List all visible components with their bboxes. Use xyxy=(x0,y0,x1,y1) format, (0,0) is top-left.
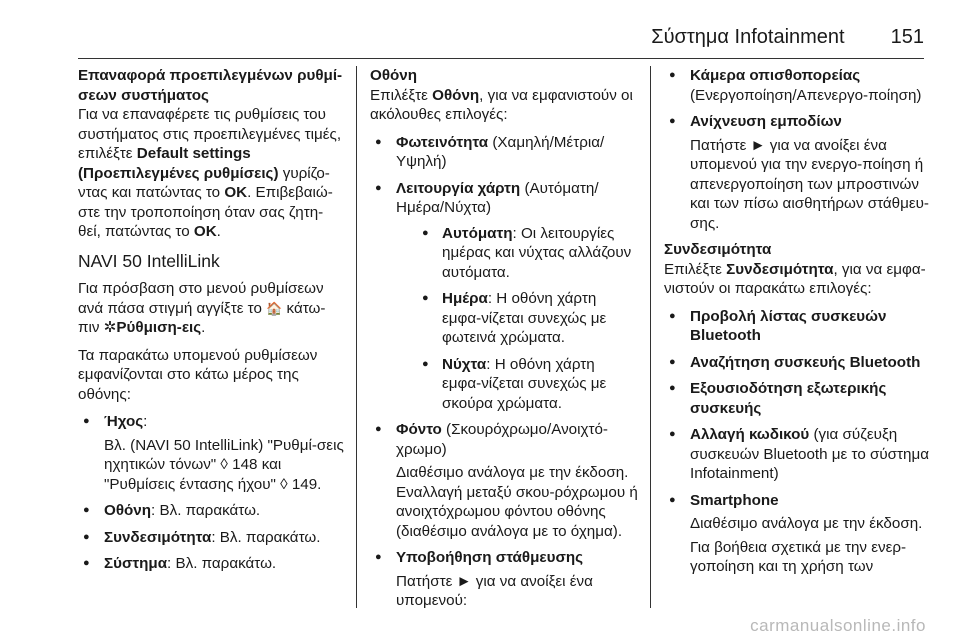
term: Νύχτα xyxy=(442,355,487,373)
desc: Διαθέσιμο ανάλογα με την έκδοση. Εναλλαγή μεταξύ σκου-ρόχρωμου ή ανοιχτόχρωμου φόντου οθόνης (διαθέσιμο ανάλογα με το όχημα). xyxy=(396,464,638,540)
text: : Η οθόνη χάρτη εμφα-νίζεται συνεχώς με σκούρα χρώματα. xyxy=(442,355,607,412)
column-1 xyxy=(78,66,346,581)
list-item xyxy=(370,133,638,172)
header-title: Σύστημα Infotainment xyxy=(651,26,845,48)
column-2 xyxy=(370,66,638,618)
intro-paragraph: Τα παρακάτω υπομενού ρυθμίσεων εμφανίζονται στο κάτω μέρος της οθόνης: xyxy=(78,346,318,403)
page-number: 151 xyxy=(890,26,924,48)
watermark: carmanualsonline.info xyxy=(750,616,926,635)
term: Φωτεινότητα xyxy=(396,133,489,151)
list-item xyxy=(664,425,932,484)
text: . xyxy=(201,319,206,336)
list-item xyxy=(370,548,638,611)
term: Λειτουργία χάρτη xyxy=(396,179,521,197)
list-item xyxy=(78,412,346,494)
term: Φόντο xyxy=(396,421,442,438)
list-item xyxy=(370,420,638,541)
text-bold: OK xyxy=(193,223,217,240)
text-bold: Ρύθμιση-εις xyxy=(116,319,202,336)
display-paragraph xyxy=(370,66,638,125)
text: , για να εμφα-νιστούν οι παρακάτω επιλογές: xyxy=(664,260,926,297)
list-item xyxy=(420,289,638,348)
term: Σύστημα xyxy=(104,555,168,572)
text-bold: Οθόνη xyxy=(432,86,480,104)
desc: Βλ. (NAVI 50 IntelliLink) "Ρυθμί-σεις ηχητικών τόνων" ◊ 148 και "Ρυθμίσεις έντασης ήχου" ◊ 149. xyxy=(104,436,344,493)
text: (Χαμηλή/Μέτρια/Υψηλή) xyxy=(396,133,605,170)
term: Ανίχνευση εμποδίων xyxy=(690,113,842,130)
term: Αυτόματη xyxy=(442,224,513,242)
text-bold: Συνδεσιμότητα xyxy=(726,260,834,278)
settings-icon: ✲ xyxy=(103,319,117,336)
list-item xyxy=(664,353,932,373)
term: Εξουσιοδότηση εξωτερικής συσκευής xyxy=(690,380,887,417)
text: (Ενεργοποίηση/Απενεργο-ποίηση) xyxy=(690,86,922,104)
map-mode-sublist xyxy=(420,224,638,414)
reset-paragraph xyxy=(78,66,346,242)
text: (Σκουρόχρωμο/Ανοιχτό-χρωμο) xyxy=(396,421,608,458)
list-item xyxy=(664,66,932,105)
column-3 xyxy=(664,66,932,584)
text: . Επιβεβαιώ-στε την τροποποίηση όταν σας ζητη-θεί, πατώντας το xyxy=(78,184,333,240)
term: Κάμερα οπισθοπορείας xyxy=(690,67,861,84)
list-item xyxy=(420,224,638,283)
connectivity-options-list xyxy=(664,307,932,577)
column-divider xyxy=(356,66,357,608)
text: Επιλέξτε xyxy=(370,86,433,104)
text: , για να εμφανιστούν οι ακόλουθες επιλογές: xyxy=(370,86,633,123)
desc: Για βοήθεια σχετικά με την ενερ-γοποίηση και τη χρήση των xyxy=(690,538,907,575)
term: Αλλαγή κωδικού xyxy=(690,426,810,443)
list-item xyxy=(664,112,932,233)
section-title-connectivity: Συνδεσιμότητα xyxy=(664,241,772,258)
term: Smartphone xyxy=(690,491,779,509)
list-item xyxy=(664,307,932,346)
desc: Πατήστε ► για να ανοίξει ένα υπομενού: xyxy=(396,572,593,609)
list-item xyxy=(78,501,346,521)
section-title-display: Οθόνη xyxy=(370,67,418,84)
text: Επιλέξτε xyxy=(664,260,727,278)
list-item xyxy=(370,179,638,414)
list-item xyxy=(664,379,932,418)
text: : Οι λειτουργίες ημέρας και νύχτας αλλάζουν αυτόματα. xyxy=(442,224,632,281)
home-icon: 🏠 xyxy=(266,300,283,316)
term: Προβολή λίστας συσκευών Bluetooth xyxy=(690,307,887,344)
text: : Βλ. παρακάτω. xyxy=(151,502,261,519)
column-divider xyxy=(650,66,651,608)
text: : xyxy=(143,413,148,430)
text: γυρίζο-ντας και πατώντας το xyxy=(78,164,330,201)
navi-paragraph xyxy=(78,279,346,338)
desc: Διαθέσιμο ανάλογα με την έκδοση. xyxy=(690,515,923,532)
term: Συνδεσιμότητα xyxy=(104,528,212,546)
text-bold: OK xyxy=(224,184,248,201)
term: Υποβοήθηση στάθμευσης xyxy=(396,549,584,566)
text: Για πρόσβαση στο μενού ρυθμίσεων ανά πάσα στιγμή αγγίξτε το xyxy=(78,280,324,317)
term: Οθόνη xyxy=(104,502,152,519)
reset-title: Επαναφορά προεπιλεγμένων ρυθμί-σεων συστήματος xyxy=(78,67,343,104)
list-item xyxy=(78,528,346,548)
text: . xyxy=(216,223,221,240)
text: : Η οθόνη χάρτη εμφα-νίζεται συνεχώς με φωτεινά χρώματα. xyxy=(442,290,607,346)
list-item xyxy=(420,355,638,414)
text: : Βλ. παρακάτω. xyxy=(167,555,277,572)
submenu-list xyxy=(78,412,346,574)
list-item xyxy=(78,554,346,574)
text: (για σύζευξη συσκευών Bluetooth με το σύστημα Infotainment) xyxy=(690,426,930,482)
text: Για να επαναφέρετε τις ρυθμίσεις του συστήματος στις προεπιλεγμένες τιμές, επιλέξτε xyxy=(78,106,342,162)
list-item xyxy=(664,491,932,577)
display-options-list xyxy=(370,133,638,611)
text-bold: Default settings (Προεπιλεγμένες ρυθμίσεις) xyxy=(78,145,279,182)
header-rule xyxy=(78,58,924,59)
parking-options-list xyxy=(664,66,932,233)
text: κάτω-πιν xyxy=(78,299,326,336)
text: : Βλ. παρακάτω. xyxy=(211,528,321,546)
page-header xyxy=(651,26,924,49)
text: (Αυτόματη/Ημέρα/Νύχτα) xyxy=(396,179,599,216)
term: Ήχος xyxy=(104,413,144,430)
section-title-navi: NAVI 50 IntelliLink xyxy=(78,250,220,271)
connectivity-paragraph xyxy=(664,240,932,299)
term: Αναζήτηση συσκευής Bluetooth xyxy=(690,353,921,371)
term: Ημέρα xyxy=(442,290,488,307)
text: Πατήστε ► για να ανοίξει ένα υπομενού για την ενεργο-ποίηση ή απενεργοποίηση των μπροστινών και των πίσω αισθητήρων στάθμευ-σης. xyxy=(690,136,929,232)
